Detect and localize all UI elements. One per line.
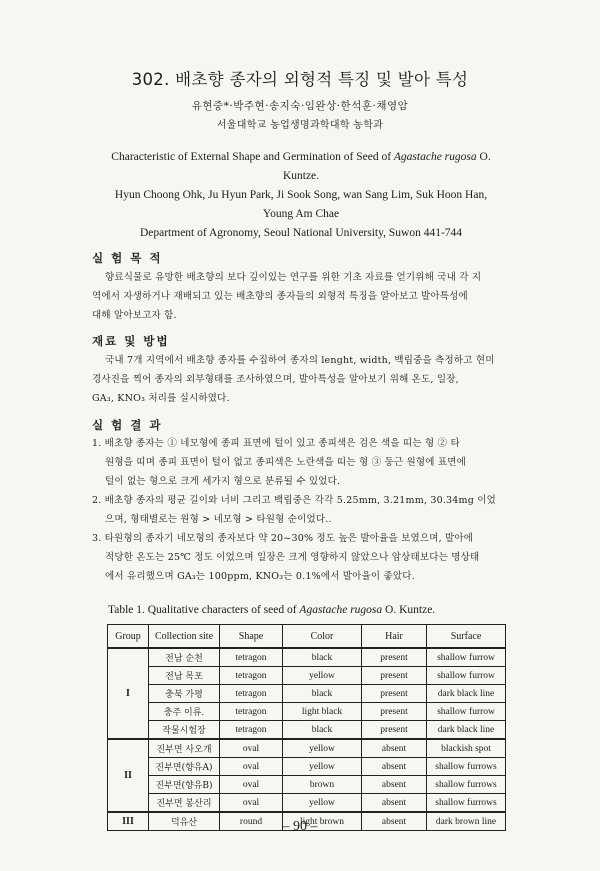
result-item-1-line: 1. 배초향 종자는 ① 네모형에 종피 표면에 털이 있고 종피색은 검은 색을 띠는 형 ② 타 [92,438,460,449]
seed-characters-table [107,624,506,831]
surface-cell: shallow furrow [427,703,506,721]
methods-line: 국내 7개 지역에서 배초향 종자를 수집하여 종자의 lenght, width, 백립중을 측정하고 현미 [105,355,495,366]
paper-title: 302. 배초향 종자의 외형적 특징 및 발아 특성 [131,70,469,89]
table-row [108,776,506,794]
collection-site-cell: 충북 가평 [149,685,220,703]
result-item-3-line: 3. 타원형의 종자기 네모형의 종자보다 약 20~30% 정도 높은 발아율을 보였으며, 발아에 [92,533,474,544]
shape-cell: oval [220,776,283,794]
shape-cell: oval [220,739,283,758]
hair-cell: absent [362,776,427,794]
result-item-3-line: 적당한 온도는 25℃ 정도 이었으며 일장은 크게 영향하지 않았으나 암상태보다는 명상태 [105,552,480,563]
header-surface: Surface [427,625,506,649]
collection-site-cell: 충주 이류. [149,703,220,721]
shape-cell: tetragon [220,667,283,685]
shape-cell: round [220,812,283,831]
collection-site-cell: 진부면(향유B) [149,776,220,794]
hair-cell: present [362,667,427,685]
collection-site-cell: 진부면 사오개 [149,739,220,758]
shape-cell: tetragon [220,648,283,667]
hair-cell: present [362,703,427,721]
result-item-3-line: 에서 유리했으며 GA₃는 100ppm, KNO₃는 0.1%에서 발아율이 좋았다. [105,571,415,582]
collection-site-cell: 진부면 봉산리 [149,794,220,813]
table-row [108,758,506,776]
purpose-line: 향료식물로 유망한 배초향의 보다 깊이있는 연구를 위한 기초 자료를 얻기위해 국내 각 지 [105,272,482,283]
shape-cell: oval [220,758,283,776]
table-row [108,794,506,813]
hair-cell: absent [362,794,427,813]
surface-cell: blackish spot [427,739,506,758]
color-cell: brown [283,776,362,794]
results-list [92,434,510,586]
header-collection-site: Collection site [149,625,220,649]
hair-cell: present [362,721,427,740]
results-heading: 실 험 결 과 [92,418,163,432]
color-cell: black [283,721,362,740]
header-hair: Hair [362,625,427,649]
affiliation-korean: 서울대학교 농업생명과학대학 농학과 [216,120,384,131]
english-title-prefix: Characteristic of External Shape and Germination of Seed of [111,151,394,163]
color-cell: light black [283,703,362,721]
shape-cell: tetragon [220,721,283,740]
collection-site-cell: 작물시험장 [149,721,220,740]
group-label: III [108,812,149,831]
surface-cell: shallow furrow [427,667,506,685]
purpose-heading: 실 험 목 적 [92,251,163,265]
result-item-1-line: 털이 없는 형으로 크게 세가지 형으로 분류될 수 있었다. [105,476,341,487]
authors-korean: 유현중*·박주현·송지숙·임완상·한석훈·채영암 [191,100,409,112]
table-row [108,648,506,667]
table-caption-species: Agastache rugosa [299,604,383,616]
color-cell: black [283,685,362,703]
methods-heading: 재료 및 방법 [92,334,170,348]
english-title-line1 [96,148,506,167]
english-title-suffix: O. [476,151,491,163]
result-item-2-line: 2. 배초향 종자의 평균 길이와 너비 그리고 백립중은 각각 5.25mm, 3.21mm, 30.34mg 이었 [92,495,497,506]
header-color: Color [283,625,362,649]
group-label: I [108,648,149,739]
surface-cell: dark black line [427,721,506,740]
hair-cell: present [362,648,427,667]
hair-cell: absent [362,739,427,758]
collection-site-cell: 전남 순천 [149,648,220,667]
hair-cell: absent [362,812,427,831]
result-item-2-line: 으며, 형태별로는 원형 > 네모형 > 타원형 순이었다.. [105,514,332,525]
table-caption-prefix: Table 1. Qualitative characters of seed of [108,604,300,616]
methods-paragraph [92,351,510,408]
color-cell: yellow [283,758,362,776]
table-caption [108,604,435,616]
english-authors-line1: Hyun Choong Ohk, Ju Hyun Park, Ji Sook Song, wan Sang Lim, Suk Hoon Han, [114,189,488,201]
shape-cell: oval [220,794,283,813]
purpose-paragraph [92,268,510,325]
result-item-1-line: 원형을 띠며 종피 표면이 털이 없고 종피색은 노란색을 띠는 형 ③ 둥근 원형에 표면에 [105,457,466,468]
shape-cell: tetragon [220,703,283,721]
english-title-species: Agastache rugosa [393,151,477,163]
methods-line: 경사진을 찍어 종자의 외부형태를 조사하였으며, 발아특성을 알아보기 위해 온도, 일장, [92,374,459,385]
table-row [108,667,506,685]
hair-cell: absent [362,758,427,776]
page-number: – 90 – [282,819,318,834]
collection-site-cell: 진부면(향유A) [149,758,220,776]
table-caption-suffix: O. Kuntze. [382,604,436,616]
color-cell: black [283,648,362,667]
surface-cell: shallow furrows [427,794,506,813]
methods-line: GA₃, KNO₃ 처리를 실시하였다. [92,393,230,404]
group-label: II [108,739,149,812]
purpose-line: 역에서 자생하거나 재배되고 있는 배초향의 종자들의 외형적 특징을 알아보고 발아특성에 [92,291,468,302]
table-row [108,739,506,758]
purpose-line: 대해 알아보고자 함. [92,310,177,321]
color-cell: yellow [283,667,362,685]
collection-site-cell: 덕유산 [149,812,220,831]
table-row [108,703,506,721]
surface-cell: shallow furrows [427,758,506,776]
header-group: Group [108,625,149,649]
english-title-line2: Kuntze. [282,170,320,182]
surface-cell: dark brown line [427,812,506,831]
table-row [108,685,506,703]
hair-cell: present [362,685,427,703]
color-cell: yellow [283,794,362,813]
english-header [96,148,506,243]
english-authors-line2: Young Am Chae [262,208,340,220]
surface-cell: dark black line [427,685,506,703]
color-cell: yellow [283,739,362,758]
shape-cell: tetragon [220,685,283,703]
color-cell: light brown [283,812,362,831]
header-shape: Shape [220,625,283,649]
english-affiliation: Department of Agronomy, Seoul National University, Suwon 441-744 [139,227,463,239]
table-row [108,721,506,740]
surface-cell: shallow furrows [427,776,506,794]
surface-cell: shallow furrow [427,648,506,667]
collection-site-cell: 전남 목포 [149,667,220,685]
